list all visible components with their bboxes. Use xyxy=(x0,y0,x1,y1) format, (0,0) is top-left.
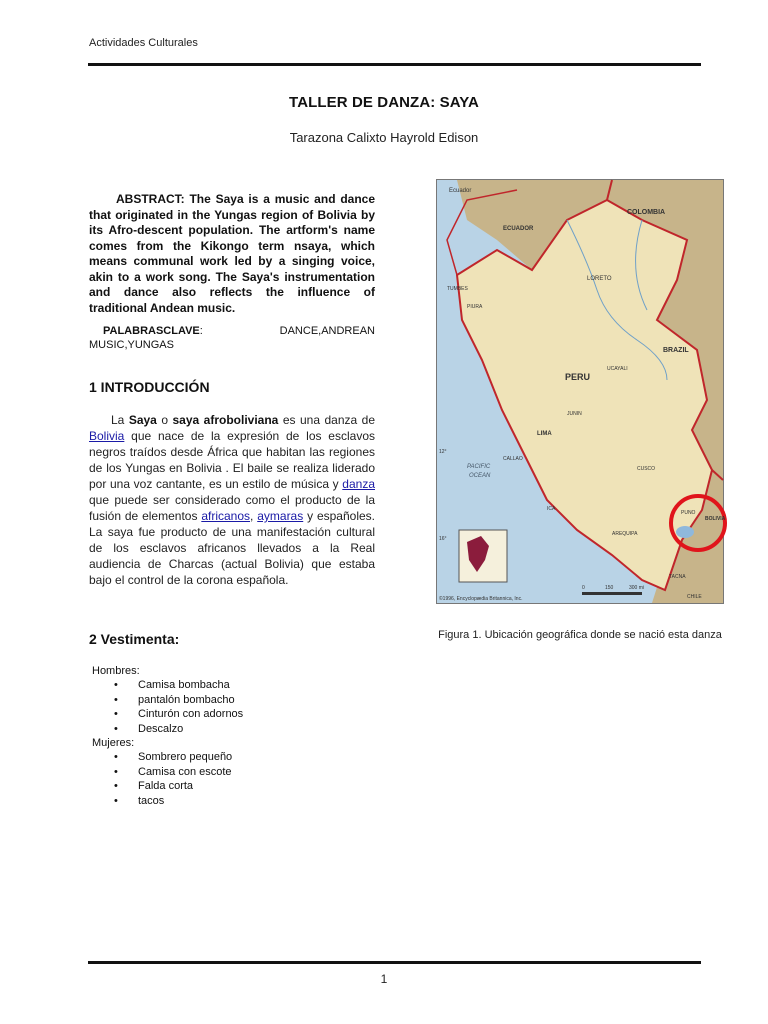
list-item: • Camisa bombacha xyxy=(92,678,243,692)
map-label: ECUADOR xyxy=(503,226,534,232)
map-label: CHILE xyxy=(687,594,702,600)
peru-map xyxy=(437,180,726,603)
document-title: TALLER DE DANZA: SAYA xyxy=(289,94,479,111)
map-label: TACNA xyxy=(669,574,686,580)
section-heading-intro: 1 INTRODUCCIÓN xyxy=(89,379,210,395)
footer-rule xyxy=(88,961,701,964)
map-label: PUNO xyxy=(681,510,696,516)
map-copyright: ©1996, Encyclopædia Britannica, Inc. xyxy=(439,596,523,602)
men-list xyxy=(92,678,243,736)
intro-text: y españoles. La saya fue producto de una manifestación cultural de los esclavos africanos llevados a la Real audiencia de Charcas (actual Bolivia) que estaba bajo el control de la corona española. xyxy=(89,509,375,587)
keywords xyxy=(89,324,375,352)
map-label: 16° xyxy=(439,536,447,542)
link-danza[interactable]: danza xyxy=(342,477,375,491)
section-heading-vestimenta: 2 Vestimenta: xyxy=(89,631,180,647)
map-label: PIURA xyxy=(467,304,483,310)
intro-text: que nace de la expresión de los esclavos negros traídos desde África que habitan las regiones de los Yungas en Bolivia . El baile se realiza liderado por una voz cantante, es un estilo de música y xyxy=(89,429,375,491)
list-item: • Cinturón con adornos xyxy=(92,707,243,721)
scale-label: 300 mi xyxy=(629,585,645,591)
link-africanos[interactable]: africanos xyxy=(201,509,251,523)
keywords-separator: : xyxy=(199,325,203,337)
link-aymaras[interactable]: aymaras xyxy=(257,509,304,523)
scale-bar xyxy=(582,592,642,595)
women-list xyxy=(92,750,243,808)
header-rule xyxy=(88,63,701,66)
keywords-text: DANCE,ANDREAN MUSIC,YUNGAS xyxy=(89,325,375,351)
map-label: LIMA xyxy=(537,431,552,437)
keywords-label: PALABRASCLAVE xyxy=(103,325,200,337)
running-header: Actividades Culturales xyxy=(89,37,198,49)
intro-text: o xyxy=(156,413,173,427)
women-label: Mujeres: xyxy=(92,737,135,750)
map-label: Ecuador xyxy=(449,188,472,194)
map-label: PACIFIC xyxy=(467,464,491,470)
map-label: PERU xyxy=(565,372,591,382)
list-item: • pantalón bombacho xyxy=(92,693,243,707)
map-label: JUNIN xyxy=(567,411,582,417)
clothing-lists xyxy=(92,664,243,808)
list-item: • Camisa con escote xyxy=(92,765,243,779)
intro-text: , xyxy=(250,509,258,523)
intro-text: La xyxy=(111,413,129,427)
map-label: CUSCO xyxy=(637,466,656,472)
page-number: 1 xyxy=(380,972,388,986)
map-label: ICA xyxy=(547,506,556,512)
author-name: Tarazona Calixto Hayrold Edison xyxy=(289,130,479,145)
link-bolivia[interactable]: Bolivia xyxy=(89,429,125,443)
list-item: • Falda corta xyxy=(92,779,243,793)
term-saya: Saya xyxy=(128,413,157,427)
abstract xyxy=(89,192,375,316)
map-label: 12° xyxy=(439,449,447,455)
map-label: CALLAO xyxy=(503,456,523,462)
lake-titicaca xyxy=(676,526,694,538)
map-label: OCEAN xyxy=(469,473,491,479)
map-label: LORETO xyxy=(587,276,612,282)
list-item: • Descalzo xyxy=(92,722,243,736)
map-label: BRAZIL xyxy=(663,347,689,354)
list-item: • Sombrero pequeño xyxy=(92,750,243,764)
map-label: BOLIVIA xyxy=(705,516,726,522)
map-label: TUMBES xyxy=(447,286,468,292)
term-saya-afroboliviana: saya afroboliviana xyxy=(172,413,279,427)
map-label: AREQUIPA xyxy=(612,531,638,537)
scale-label: 0 xyxy=(582,585,585,591)
intro-paragraph xyxy=(89,412,375,588)
intro-text: que puede ser considerado como el producto de la fusión de elementos xyxy=(89,493,375,523)
scale-label: 150 xyxy=(605,585,614,591)
peru-map-figure xyxy=(436,179,724,604)
map-label: COLOMBIA xyxy=(627,209,666,216)
list-item: • tacos xyxy=(92,794,243,808)
intro-text: es una danza de xyxy=(278,413,376,427)
abstract-label: ABSTRACT: xyxy=(116,192,185,206)
figure-caption: Figura 1. Ubicación geográfica donde se nació esta danza xyxy=(438,629,722,641)
abstract-text: The Saya is a music and dance that originated in the Yungas region of Bolivia by its Afro-descent population. The artform's name comes from the Kikongo term nsaya, which means communal work led by a singing voice, akin to a work song. The Saya's instrumentation and dance also reflects the influence of traditional Andean music. xyxy=(89,192,375,315)
men-label: Hombres: xyxy=(92,665,140,677)
map-label: UCAYALI xyxy=(607,366,628,372)
